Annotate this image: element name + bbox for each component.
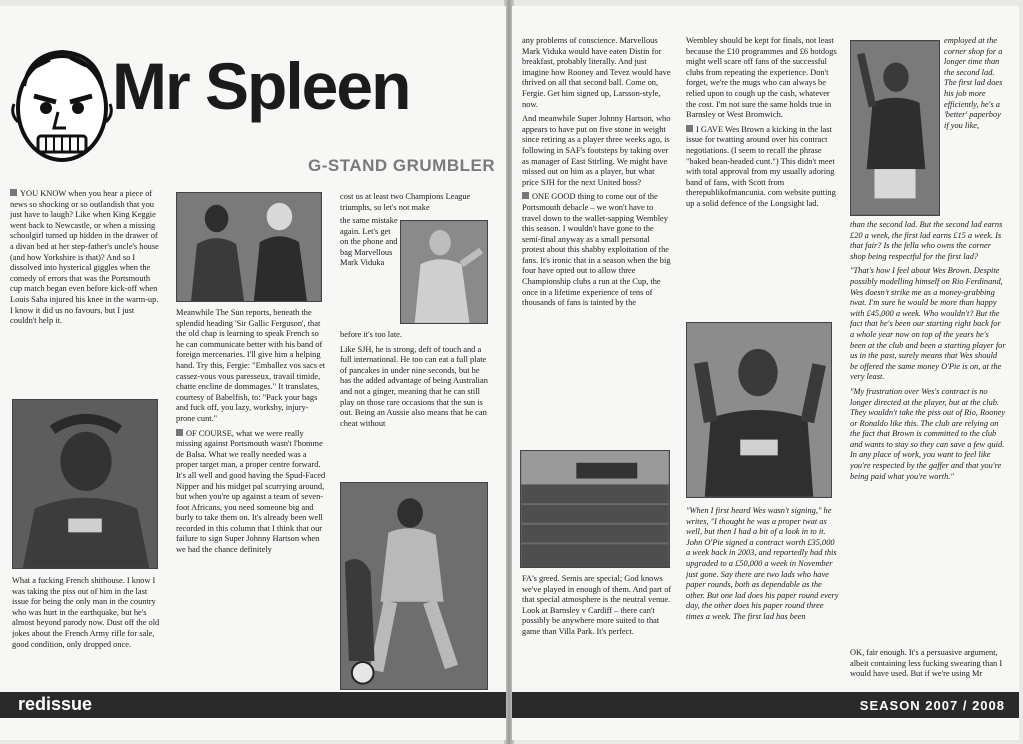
photo-player-pointing: [850, 40, 940, 216]
left-column-3-top: [340, 192, 488, 216]
article-paragraph: And meanwhile Super Johnny Hartson, who appears to have put on five stone in weight since retiring as a player three weeks ago, is following in SAF's footsteps by taking over as manager of East Stirling. We might have missed out on him as a player, but what price SJH for the next United boss?: [522, 114, 671, 187]
left-column-2: [176, 308, 326, 700]
photo-graphic: [851, 41, 939, 215]
article-paragraph: FA's greed. Semis are special; God knows we've played in enough of them. And part of that special atmosphere is the neutral venue. Look at Barnsley v Cardiff – there can't possibly be anywhere more suited to that game than Villa Park. It's perfect.: [522, 574, 672, 636]
right-column-3-body: [850, 220, 1006, 646]
article-paragraph: cost us at least two Champions League triumphs, so let's not make: [340, 192, 471, 212]
masthead-subtitle: G-STAND GRUMBLER: [308, 156, 496, 175]
article-paragraph: "That's how I feel about Wes Brown. Despite possibly modelling himself on Rio Ferdinand, Wes doesn't strike me as a money-grabbing twat. I'm sure he would be more than happy with £45,000 a week. Who wouldn't? But the fact that he's been our starting right back for a whole year now on top of the years he's been at the club and been a starting player for us in the past, surely means that Wes should be offered the same money O'Pie is on, at the very least.: [850, 266, 1006, 382]
right-page: [512, 6, 1019, 740]
right-column-2-bottom: [686, 506, 840, 698]
photo-player-hands-on-head: [12, 399, 158, 569]
paragraph-marker: [10, 189, 17, 196]
article-paragraph: before it's too late.: [340, 330, 402, 339]
left-column-1-top: [10, 189, 160, 395]
photo-graphic: [341, 483, 487, 689]
photo-wes-brown-celebrating: [686, 322, 832, 498]
article-paragraph: Meanwhile The Sun reports, beneath the splendid heading 'Sir Gallic Ferguson', that the old chap is learning to speak French so he can communicate better with his band of foreign mercenaries. I'll give him a helping hand. Try this, Fergie: "Emballez vos sacs et cassez-vous vous paresseux, travail timide, chatte encline de dommages." It translates, courtesy of Babelfish, to: "Pack your bags and fuck off, you lazy, workshy, injury-prone cunt.": [176, 308, 326, 423]
article-paragraph: OF COURSE, what we were really missing against Portsmouth wasn't l'homme de Balsa. What we really needed was a proper target man, a proper centre forward. It's all well and good having the Spud-Faced Nipper and his midget pal scurrying around, but when you're up against a team of seven-foot Africans, you need someone big and burly to take them on. It's already been well recorded in this column that I think that our failure to sign Super Johnny Hartson when we had the chance definitely: [176, 428, 326, 555]
article-paragraph: Like SJH, he is strong, deft of touch and a full international. He too can eat a full plate of pancakes in under nine seconds, but he has the added advantage of being Australian and not a ginger, meaning that he can still play on those rare occasions that the sun is out. Being an Aussie also means that he can cheat without: [340, 344, 488, 428]
paragraph-marker: [686, 125, 693, 132]
photo-graphic: [521, 451, 669, 567]
photo-graphic: [177, 193, 321, 301]
article-paragraph: YOU KNOW when you hear a piece of news so shocking or so outlandish that you just have to laugh? Like when King Keggie went back to Newcastle, or when a missing schoolgirl turned up hidden in the drawer of a divan bed at her step-father's uncle's house (and how Yorkshire is that)? And so I dissolved into hysterical giggles when the comedy of errors that was the Portsmouth cup match began even before kick-off when Louis Saha injured his knee in the warm-up. I know it did us no favours, but I just couldn't help it.: [10, 189, 159, 326]
photo-graphic: [687, 323, 831, 497]
angry-face-illustration: [10, 46, 114, 176]
article-paragraph: "My frustration over Wes's contract is no longer directed at the player, but at the club. They wouldn't take the piss out of Rio, Rooney or Ronaldo like this. The club are relying on the fact that Brown is committed to the club and wants to stay so they can save a few quid. In any place of work, you want to feel like you're respected by the gaffer and that you're being paid what you're worth.": [850, 386, 1006, 481]
article-paragraph: OK, fair enough. It's a persuasive argument, albeit containing less fucking swearing than I would have used. But if we're using Mr: [850, 648, 1003, 679]
right-column-3-narrow: [944, 36, 1006, 220]
right-column-3-end: [850, 648, 1006, 698]
article-paragraph: than the second lad. But the second lad earns £20 a week, the first lad earns £15 a week. Is that fair? Is the fella who owns the corner shop being respectful for the first lad?: [850, 220, 1003, 261]
footer-brand: redissue: [18, 694, 93, 714]
photo-graphic: [401, 221, 487, 323]
footer-bar-right: [512, 692, 1019, 718]
article-paragraph: "When I first heard Wes wasn't signing," he writes, "I thought he was a proper twat as well, but then I had a bit of a look in to it. John O'Pie signed a contract worth £35,000 a week back in 2003, and reportedly had this upgraded to a £50,000 a week in November just gone. Say there are two lads who have paper rounds, both as dependable as the other. But one lad does his paper round every day, the other does his paper round three times a week. The first lad has been: [686, 506, 839, 621]
left-column-1-bottom: [12, 576, 162, 696]
photo-football-action: [340, 482, 488, 690]
paragraph-marker: [176, 429, 183, 436]
right-column-2-top: [686, 36, 840, 320]
article-paragraph: the same mistake again. Let's get on the phone and bag Marvellous Mark Viduka: [340, 216, 398, 268]
right-column-1-bottom: [522, 574, 672, 694]
left-column-3-body: [340, 330, 488, 478]
article-paragraph: What a fucking French shithouse. I know I was taking the piss out of him in the last issue for being the only man in the country who was hurt in the earthquake, but he's almost beyond parody now. Dust off the old jokes about the French Army rifle for sale, good condition, only dropped once.: [12, 576, 160, 649]
left-page: [0, 6, 506, 740]
photo-graphic: [13, 400, 157, 568]
right-column-1: [522, 36, 672, 444]
left-column-3-narrow: [340, 216, 398, 324]
article-paragraph: Wembley should be kept for finals, not least because the £10 programmes and £6 hotdogs might well scare off fans of the successful clubs from repeating the experience. Don't forget, we're the mugs who can always be relied upon to cough up the cash, whatever the cost. I'm not sure the same holds true in Barnsley or West Bromwich.: [686, 36, 837, 120]
footer-bar-left: [0, 692, 506, 718]
paragraph-marker: [522, 192, 529, 199]
masthead-title: Mr Spleen: [112, 49, 410, 123]
photo-two-men-training: [176, 192, 322, 302]
footer-season: SEASON 2007 / 2008: [859, 698, 1005, 713]
article-paragraph: any problems of conscience. Marvellous Mark Viduka would have eaten Distin for breakfast, probably literally. And just imagine how Rooney and Tevez would have thrived on all that second ball. Come on, Fergie. Get him signed up, Larsson-style, now.: [522, 36, 671, 109]
photo-wembley-crowd: [520, 450, 670, 568]
article-paragraph: employed at the corner shop for a longer time than the second lad. The first lad does his job more efficiently, he's a 'better' paperboy if you like,: [944, 36, 1003, 130]
article-paragraph: ONE GOOD thing to come out of the Portsmouth debacle – we won't have to travel down to the wallet-sapping Wembley this season. I wouldn't have gone to the semi-final anyway as a small personal protest about this shabby exploitation of the fans. It's ironic that in a season when the big four have opted out to allow three Championship clubs a run at the Cup, the once in a lifetime experience of tens of thousands of fans is tainted by the: [522, 192, 671, 308]
photo-player-johnny-hartson: [400, 220, 488, 324]
article-paragraph: I GAVE Wes Brown a kicking in the last issue for twatting around over his contract negotiations. (I seem to recall the phrase "baked bean-headed cunt.") This didn't meet with total approval from my usually adoring band of fans, with Scott from therepublikofmancunia. com website putting up a solid defence of the Longsight lad.: [686, 124, 836, 208]
